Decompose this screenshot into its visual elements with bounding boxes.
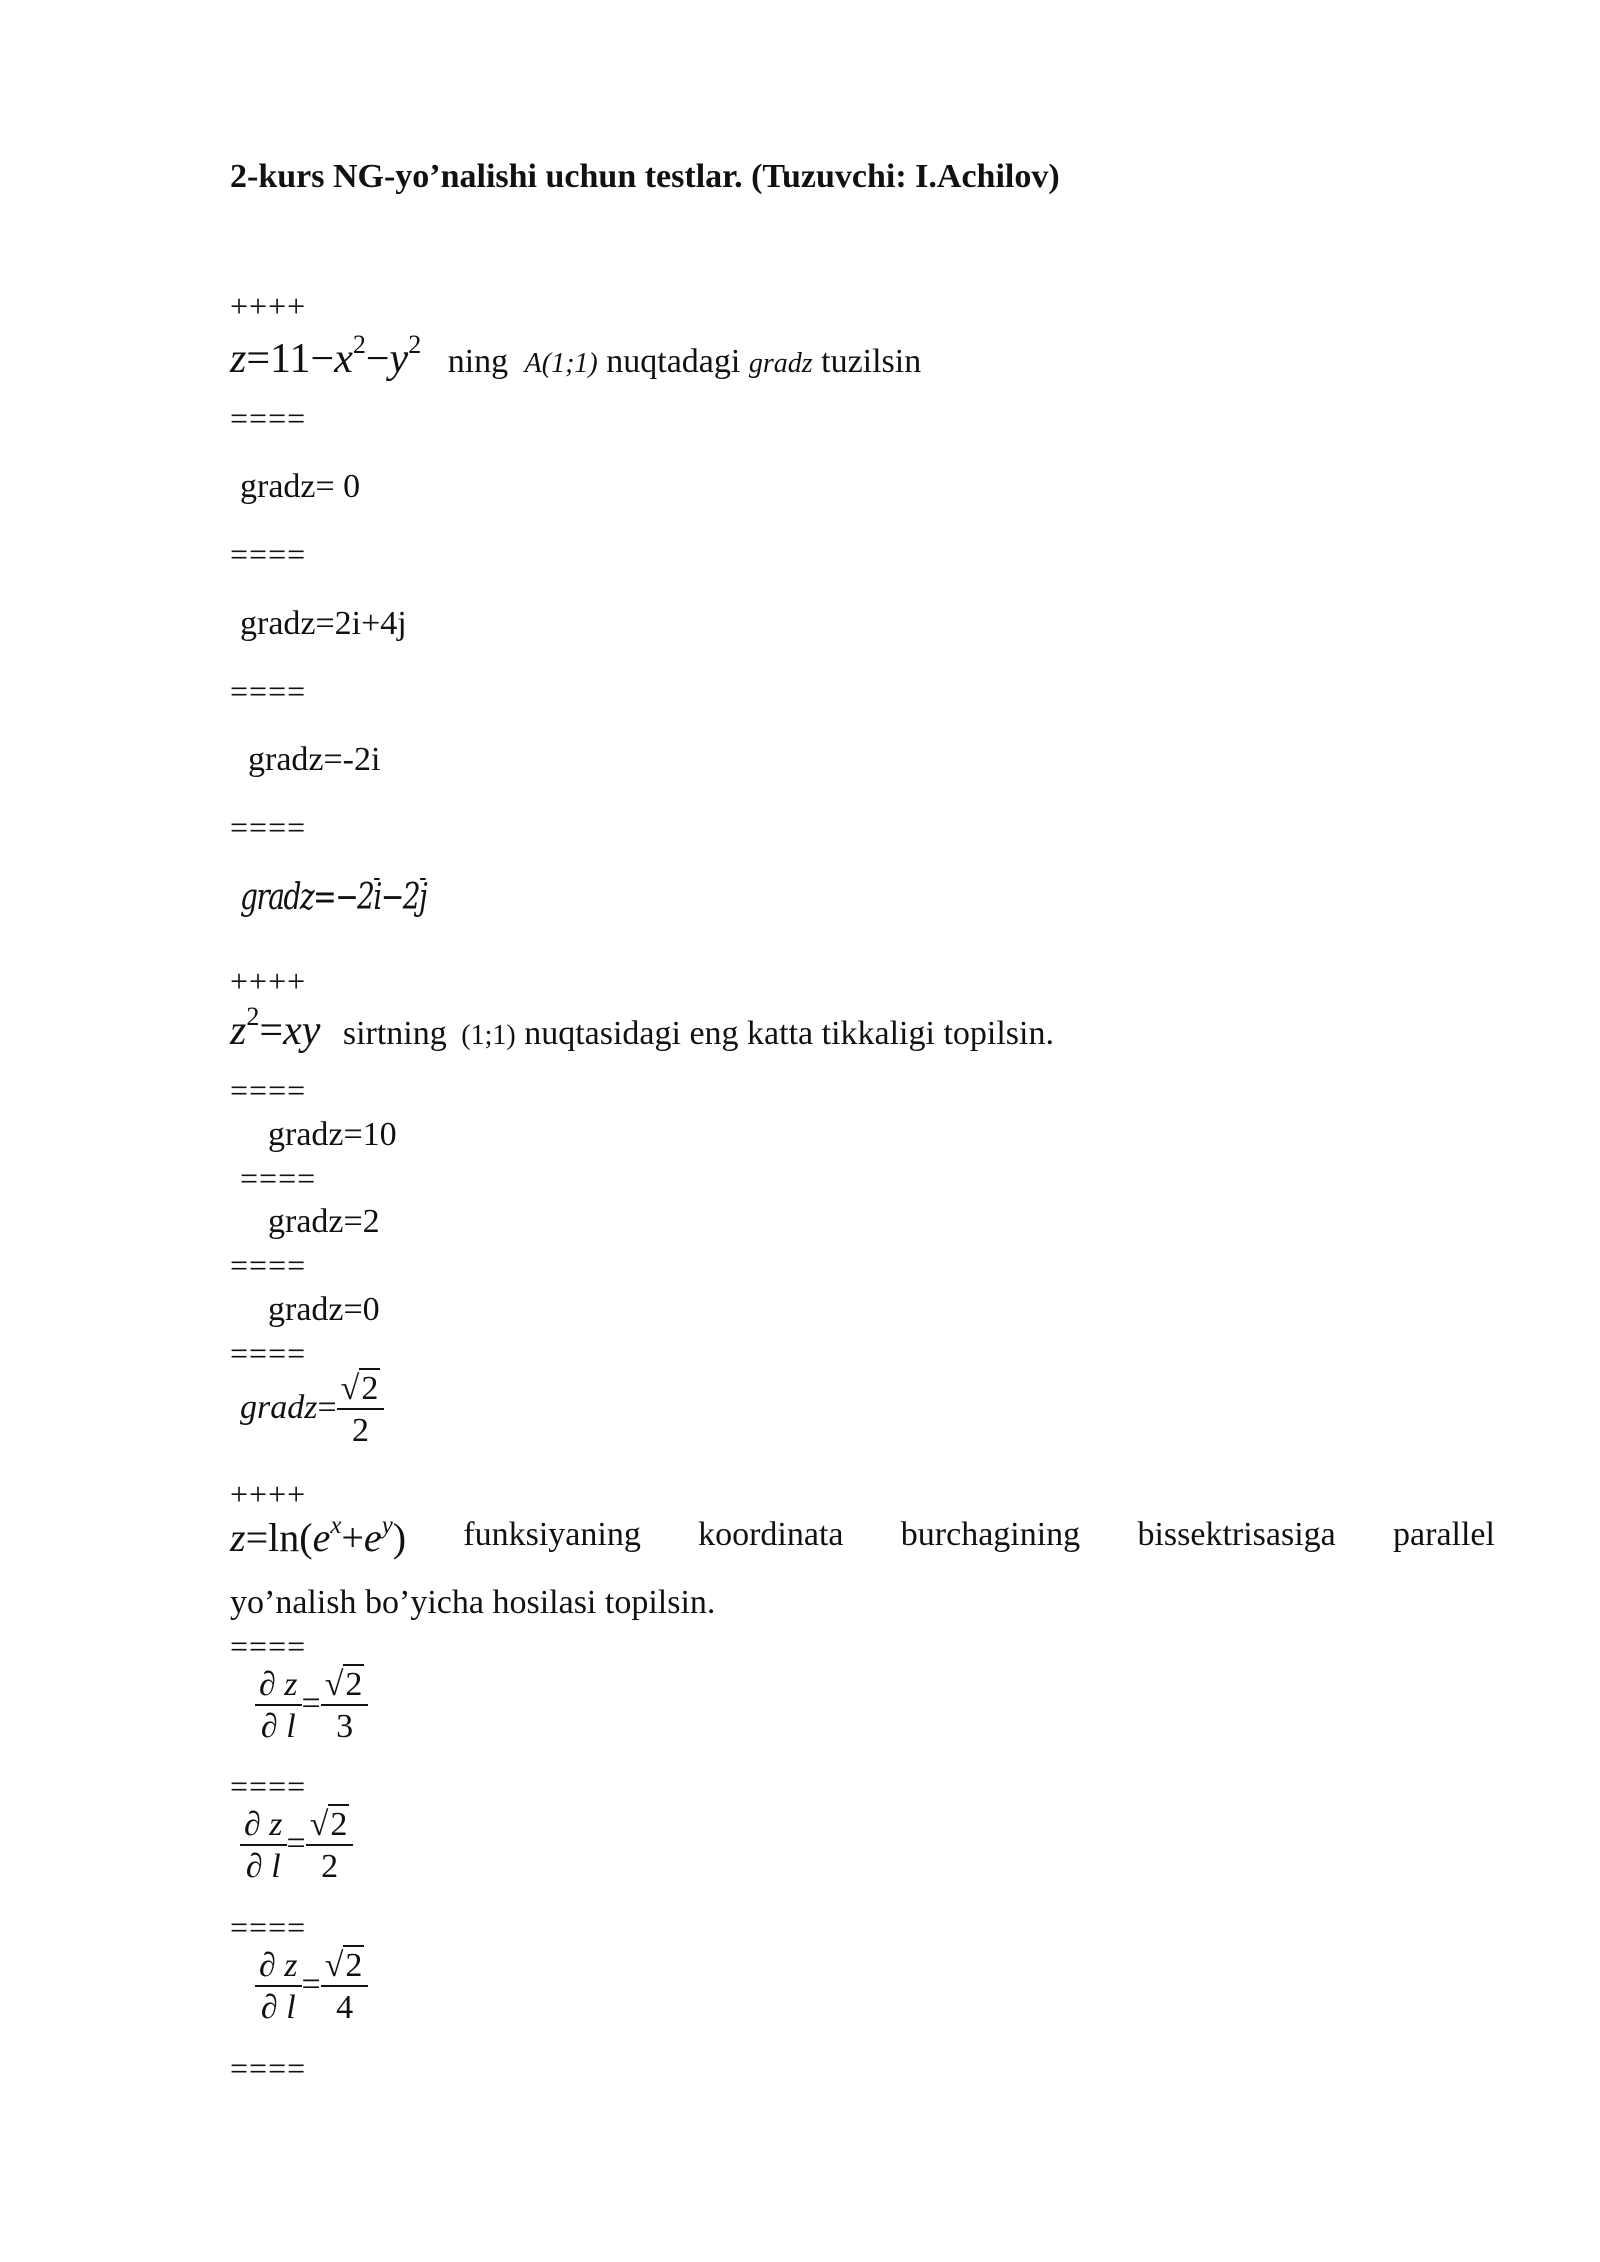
question-1-option-d: gradz=−2i−2j <box>240 877 427 918</box>
question-3-formula: $z=\ln(e^x+e^y)$ <box>230 1511 407 1560</box>
option-marker: ==== <box>230 2050 307 2086</box>
question-3-line-1: $z=\ln(e^x+e^y)$ funksiyaning koordinata burchagining bissektrisasiga parallel <box>230 1511 1495 1560</box>
question-marker: ++++ <box>230 1476 307 1512</box>
option-marker: ==== <box>230 673 307 709</box>
option-marker: ==== <box>230 1247 307 1283</box>
question-2-option-d: gradz= $\frac{√2}{2}$ <box>240 1372 384 1448</box>
question-2-option-a: gradz=10 <box>268 1116 397 1153</box>
option-marker: ==== <box>230 1072 307 1108</box>
option-marker: ==== <box>230 1909 307 1945</box>
question-1-point: A(1;1) <box>524 348 598 379</box>
question-1-text: $z=11-x^2-y^2$ ning A(1;1) nuqtadagi gradz tuzilsin <box>230 330 922 382</box>
question-2-formula: $z^2=xy$ <box>230 1002 321 1054</box>
question-1-formula: $z=11-x^2-y^2$ <box>230 330 422 382</box>
question-3-line-2: yo’nalish bo’yicha hosilasi topilsin. <box>230 1584 716 1621</box>
question-1-option-b: gradz=2i+4j <box>240 605 407 642</box>
question-2-point: (1;1) <box>461 1020 516 1051</box>
option-marker: ==== <box>230 809 307 845</box>
question-1-option-c: gradz=-2i <box>248 741 381 778</box>
option-marker: ==== <box>230 1768 307 1804</box>
question-2-option-b: gradz=2 <box>268 1203 380 1240</box>
question-1-option-a: gradz= 0 <box>240 468 361 505</box>
option-marker: ==== <box>230 536 307 572</box>
question-2-option-c: gradz=0 <box>268 1291 380 1328</box>
question-3-option-c: $\frac{\partial z}{\partial l}$ = $\frac{√2}{4}$ <box>255 1949 368 2025</box>
document-title: 2-kurs NG-yo’nalishi uchun testlar. (Tuzuvchi: I.Achilov) <box>230 158 1060 195</box>
option-marker: ==== <box>230 400 307 436</box>
question-3-option-a: $\frac{\partial z}{\partial l}$ = $\frac{√2}{3}$ <box>255 1668 368 1744</box>
question-3-option-b: $\frac{\partial z}{\partial l}$ = $\frac{√2}{2}$ <box>240 1808 353 1884</box>
option-marker: ==== <box>240 1160 317 1196</box>
option-marker: ==== <box>230 1628 307 1664</box>
question-marker: ++++ <box>230 963 307 999</box>
question-1-grad: gradz <box>748 348 813 379</box>
question-marker: ++++ <box>230 288 307 324</box>
option-marker: ==== <box>230 1335 307 1371</box>
question-2-text: $z^2=xy$ sirtning (1;1) nuqtasidagi eng katta tikkaligi topilsin. <box>230 1002 1054 1054</box>
